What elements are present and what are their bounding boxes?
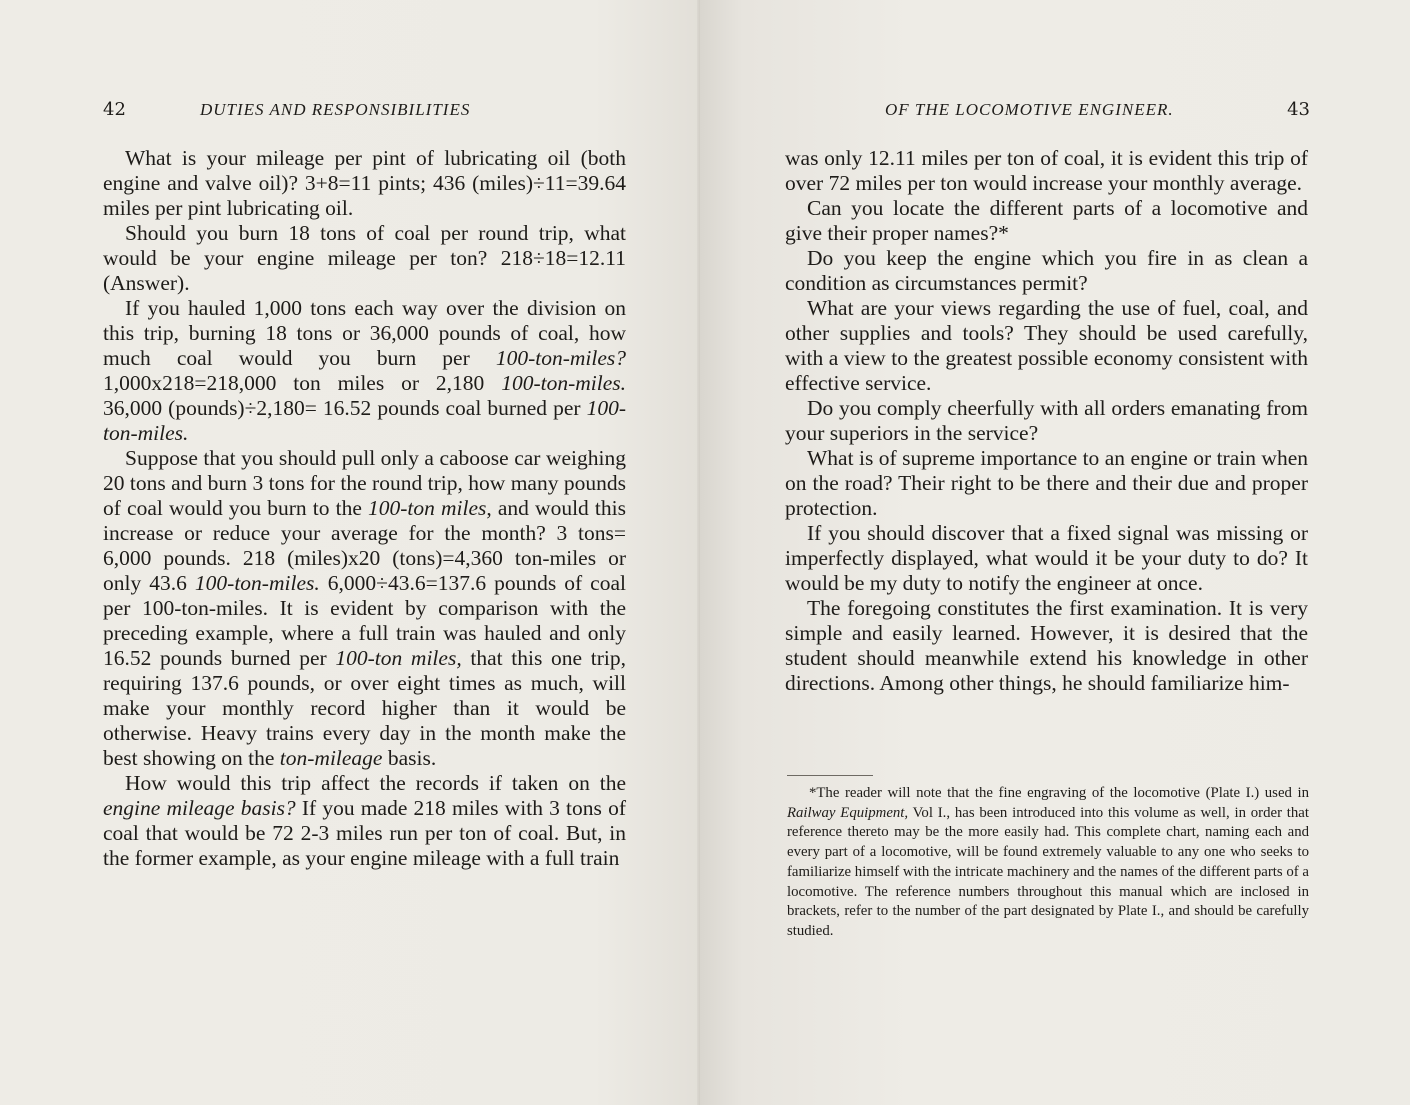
- text-run: Can you locate the different parts of a locomotive and give their proper names?*: [785, 196, 1308, 245]
- left-body-text: [103, 146, 626, 871]
- paragraph: [785, 521, 1308, 596]
- paragraph: [785, 446, 1308, 521]
- paragraph: [785, 146, 1308, 196]
- paragraph: [103, 221, 626, 296]
- text-run: Do you keep the engine which you fire in as clean a condition as circumstances permit?: [785, 246, 1308, 295]
- text-run: If you hauled 1,000 tons each way over the division on this trip, burning 18 tons or 36,000 pounds of coal, how much coal would you burn per: [103, 296, 626, 370]
- left-running-head: DUTIES AND RESPONSIBILITIES: [200, 100, 471, 119]
- text-run: Vol I., has been introduced into this volume as well, in order that reference thereto may be the more easily had. This complete chart, naming each and every part of a locomotive, will be found extremely valuable to any one who seeks to familiarize himself with the intricate machinery and the names of the different parts of a locomotive. The reference numbers throughout this manual which are inclosed in brackets, refer to the number of the part designated by Plate I., and should be carefully studied.: [787, 804, 1309, 939]
- text-run: 6,000÷43.6=137.6 pounds of coal per 100-ton-miles. It is evident by comparison with the preceding example, where a full train was hauled and only 16.52 pounds burned per: [103, 571, 626, 670]
- right-body-text: [785, 146, 1308, 696]
- italic-text: 100-ton miles: [367, 496, 487, 520]
- right-running-head: OF THE LOCOMOTIVE ENGINEER.: [885, 100, 1174, 119]
- paragraph: [785, 396, 1308, 446]
- text-run: basis.: [382, 746, 437, 770]
- text-run: that this one trip, requiring 137.6 pounds, or over eight times as much, will make your monthly record higher than it would be otherwise. Heavy trains every day in the month make the best showing on the: [103, 646, 626, 770]
- paragraph: [785, 246, 1308, 296]
- paragraph: [785, 196, 1308, 246]
- text-run: Do you comply cheerfully with all orders emanating from your superiors in the service?: [785, 396, 1308, 445]
- italic-text: 100-ton-miles.: [194, 571, 320, 595]
- italic-text: Railway Equipment,: [787, 804, 909, 821]
- text-run: Suppose that you should pull only a caboose car weighing 20 tons and burn 3 tons for the round trip, how many pounds of coal would you burn to the: [103, 446, 626, 520]
- footnote-rule: [787, 775, 873, 776]
- text-run: Should you burn 18 tons of coal per round trip, what would be your engine mileage per ton? 218÷18=12.11 (Answer).: [103, 221, 626, 295]
- text-run: , and would this increase or reduce your average for the month? 3 tons= 6,000 pounds. 218 (miles)x20 (tons)=4,360 ton-miles or only 43.6: [103, 496, 626, 595]
- italic-text: 100-ton miles,: [335, 646, 462, 670]
- text-run: How would this trip affect the records if taken on the: [125, 771, 626, 795]
- italic-text: ton-mileage: [279, 746, 383, 770]
- right-page-header: [785, 98, 1310, 122]
- footnote: [787, 784, 1309, 942]
- text-run: What are your views regarding the use of fuel, coal, and other supplies and tools? They should be used carefully, with a view to the greatest possible economy consistent with effective service.: [785, 296, 1308, 395]
- paragraph: [785, 296, 1308, 396]
- text-run: 1,000x218=218,000 ton miles or 2,180: [103, 371, 502, 395]
- text-run: 36,000 (pounds)÷2,180= 16.52 pounds coal burned per: [103, 396, 587, 420]
- italic-text: 100-ton-miles?: [495, 346, 626, 370]
- italic-text: 100-ton-miles.: [501, 371, 626, 395]
- paragraph: [103, 146, 626, 221]
- paragraph: [103, 296, 626, 446]
- italic-text: 100-ton-miles.: [103, 396, 626, 445]
- paragraph: [103, 446, 626, 771]
- text-run: was only 12.11 miles per ton of coal, it is evident this trip of over 72 miles per ton would increase your monthly average.: [785, 146, 1308, 195]
- text-run: If you made 218 miles with 3 tons of coal that would be 72 2-3 miles run per ton of coal. But, in the former example, as your engine mileage with a full train: [103, 796, 626, 870]
- italic-text: engine mileage basis?: [103, 796, 296, 820]
- right-page-number: 43: [1287, 99, 1310, 120]
- text-run: *The reader will note that the fine engraving of the locomotive (Plate I.) used in: [809, 785, 1309, 801]
- left-page: [0, 0, 700, 1105]
- text-run: If you should discover that a fixed signal was missing or imperfectly displayed, what would it be your duty to do? It would be my duty to notify the engineer at once.: [785, 521, 1308, 595]
- paragraph: [785, 596, 1308, 696]
- text-run: What is your mileage per pint of lubricating oil (both engine and valve oil)? 3+8=11 pints; 436 (miles)÷11=39.64 miles per pint lubricating oil.: [103, 146, 626, 220]
- text-run: What is of supreme importance to an engine or train when on the road? Their right to be there and their due and proper protection.: [785, 446, 1308, 520]
- left-page-number: 42: [103, 99, 126, 120]
- paragraph: [103, 771, 626, 871]
- text-run: The foregoing constitutes the first examination. It is very simple and easily learned. However, it is desired that the student should meanwhile extend his knowledge in other directions. Among other things, he should familiarize him-: [785, 596, 1308, 695]
- left-page-header: [103, 98, 628, 122]
